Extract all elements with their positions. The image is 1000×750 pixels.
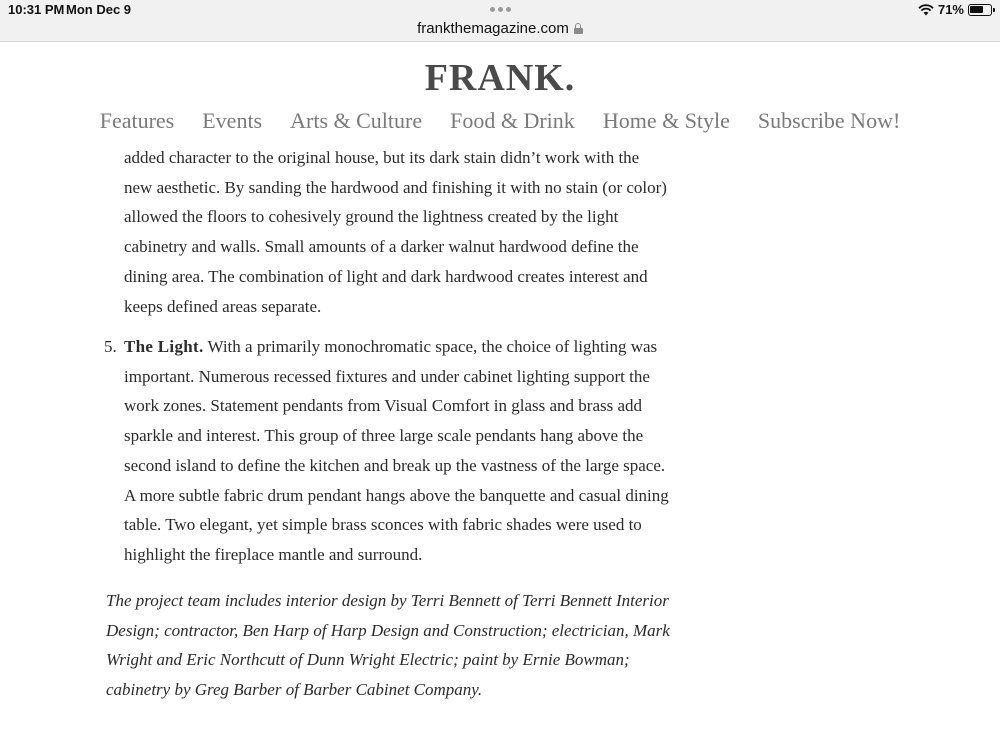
status-date: Mon Dec 9 <box>66 2 132 17</box>
list-number: 5. <box>104 337 117 356</box>
paragraph-continued: added character to the original house, but its dark stain didn’t work with the new aesthetic. By sanding the hardwood and finishing it with no stain (or color) allowed the floors to cohesively ground the lightness created by the light cabinetry and walls. Small amounts of a darker walnut hardwood define the dining area. The combination of light and dark hardwood creates interest and keeps defined areas separate. <box>124 148 667 316</box>
nav-food-drink[interactable]: Food & Drink <box>450 108 575 133</box>
nav-home-style[interactable]: Home & Style <box>602 108 730 133</box>
status-time: 10:31 PM <box>8 2 65 17</box>
nav-arts-culture[interactable]: Arts & Culture <box>290 108 423 133</box>
list-item-title: The Light. <box>124 337 204 356</box>
nav-subscribe[interactable]: Subscribe Now! <box>757 108 901 133</box>
url-text[interactable]: frankthemagazine.com <box>417 19 569 37</box>
project-credits: The project team includes interior design by Terri Bennett of Terri Bennett Interior Design; contractor, Ben Harp of Harp Design and Construction; electrician, Mark Wright and Eric Northcutt of Dunn Wright Electric; paint by Ernie Bowman; cabinetry by Greg Barber of Barber Cabinet Company. <box>106 591 670 700</box>
battery-percent: 71% <box>937 2 964 17</box>
list-item-text: With a primarily monochromatic space, the choice of lighting was important. Numerous recessed fixtures and under cabinet lighting support the work zones. Statement pendants from Visual Comfort in glass and brass add sparkle and interest. This group of three large scale pendants hang above the second island to define the kitchen and break up the vastness of the large space. A more subtle fabric drum pendant hangs above the banquette and casual dining table. Two elegant, yet simple brass sconces with fabric shades were used to highlight the fireplace mantle and surround. <box>124 337 669 564</box>
site-logo[interactable]: FRANK. <box>424 57 576 99</box>
list-item <box>104 332 669 570</box>
nav-events[interactable]: Events <box>202 108 263 133</box>
nav-features[interactable]: Features <box>99 108 175 133</box>
